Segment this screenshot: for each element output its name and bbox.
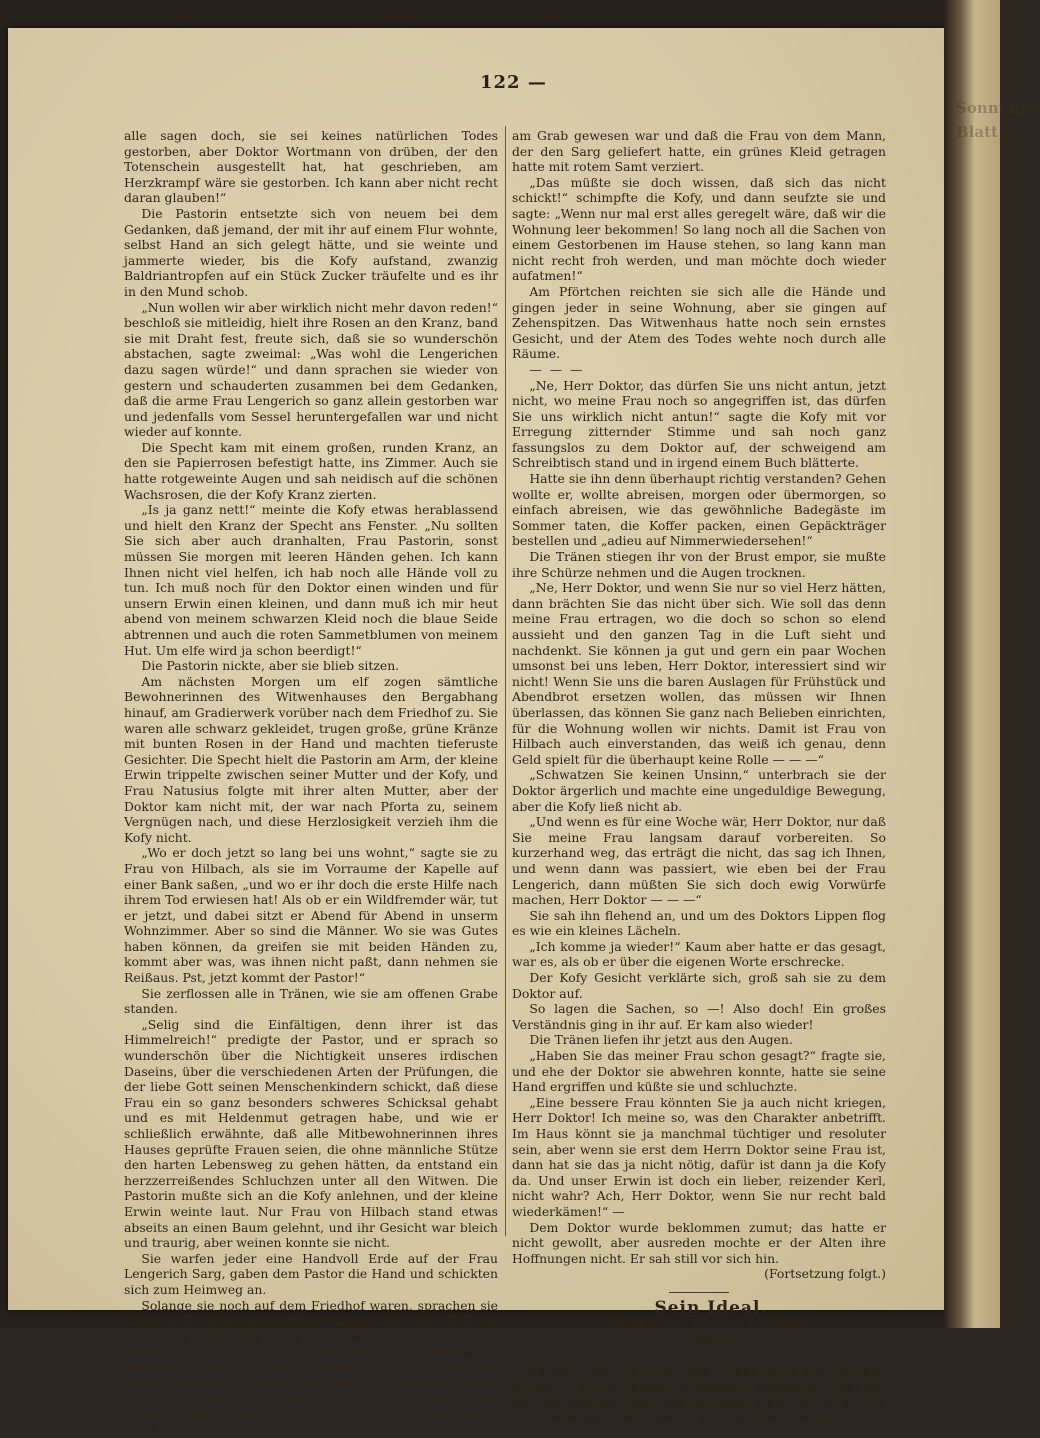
bleed-through-text: Sonntags-Blatt — [956, 99, 1040, 141]
paragraph: Hatte sie ihn denn überhaupt richtig verstanden? Gehen wollte er, wollte abreisen, morgen oder übermorgen, so einfach abreisen, wie das gewöhnliche Badegäste im Sommer taten, die Koffer packen, einen Gepäckträger bestellen und „adieu auf Nimmerwiedersehen!“ — [512, 471, 886, 549]
paragraph: „Das müßte sie doch wissen, daß sich das nicht schickt!“ schimpfte die Kofy, und dann seufzte sie und sagte: „Wenn nur mal erst alles geregelt wäre, daß wir die Wohnung leer bekommen! So lang noch all die Sachen von einem Gestorbenen im Hause stehen, so lang kann man nicht recht froh werden, und man möchte doch wieder aufatmen!“ — [512, 174, 886, 284]
paragraph: am Grab gewesen war und daß die Frau von dem Mann, der den Sarg geliefert hatte, ein grünes Kleid getragen hatte mit rotem Samt verziert. — [512, 128, 886, 175]
scene-separator: — — — — [529, 361, 585, 377]
right-column-paragraphs — [512, 128, 886, 1266]
continued-label: (Fortsetzung folgt.) — [764, 1266, 886, 1282]
paragraph: Sie zerflossen alle in Tränen, wie sie am offenen Grabe standen. — [124, 985, 498, 1017]
story-paragraphs — [512, 1363, 886, 1425]
paragraph: Die Pastorin nickte, aber sie blieb sitzen. — [141, 658, 400, 674]
paragraph: „Ne, Herr Doktor, das dürfen Sie uns nicht antun, jetzt nicht, wo meine Frau noch so angegriffen ist, das dürfen Sie uns wirklich nicht antun!“ sagte die Kofy mit vor Erregung zitternder Stimme und sah noch ganz fassungslos zu dem Doktor auf, der schweigend am Schreibtisch stand und in irgend einem Buch blätterte. — [512, 377, 886, 471]
paragraph: Sie sah ihn flehend an, und um des Doktors Lippen flog es wie ein kleines Lächeln. — [512, 907, 886, 939]
book-spine-edge — [944, 0, 1040, 1328]
paragraph: „Selig sind die Einfältigen, denn ihrer ist das Himmelreich!“ predigte der Pastor, und er sprach so wunderschön über die Nichtigkeit unseres irdischen Daseins, über die verschiedenen Arten der Prüfungen, die der liebe Gott seinen Menschenkindern schickt, daß diese Frau ein so ganz besonders schweres Schicksal gehabt und es mit Heldenmut getragen habe, und wie er schließlich erwähnte, daß alle Mitbewohnerinnen ihres Hauses geprüfte Frauen seien, die ohne männliche Stütze den harten Lebensweg zu gehen hätten, da entstand ein herzzerreißendes Schluchzen unter all den Witwen. Die Pastorin mußte sich an die Kofy anlehnen, und der kleine Erwin weinte laut. Nur Frau von Hilbach stand etwas abseits an einen Baum gelehnt, und ihr Gesicht war bleich und traurig, aber weinen konnte sie nicht. — [124, 1016, 498, 1251]
story-paragraph: Es war Sitte im Hotel, daß Punkt zwölf Uhr gespeist wurde. — An der langen, schneeweiß gedeckten Tafel saß nur ein einziger Gast, ein steinalter Herr, der sich Fritz Schmieder als Oberförster a. D. Grazchen vorstellte. — [512, 1363, 886, 1426]
story-part-label: (Schluß.) — [679, 1332, 736, 1347]
paragraph: alle sagen doch, sie sei keines natürlichen Todes gestorben, aber Doktor Wortmann von drüben, der den Totenschein ausgestellt hat, hat geschrieben, am Herzkrampf wäre sie gestorben. Ich kann aber nicht recht daran glauben!“ — [124, 128, 498, 206]
paragraph: Die Pastorin entsetzte sich von neuem bei dem Gedanken, daß jemand, der mit ihr auf einem Flur wohnte, selbst Hand an sich gelegt hätte, und sie weinte und jammerte wieder, bis die Kofy aufstand, zwanzig Baldriantropfen auf ein Stück Zucker träufelte und es ihr in den Mund schob. — [124, 205, 498, 299]
paragraph: „Wo er doch jetzt so lang bei uns wohnt,“ sagte sie zu Frau von Hilbach, als sie im Vorraume der Kapelle auf einer Bank saßen, „und wo er ihr doch die erste Hilfe nach ihrem Tod erwiesen hat! Als ob er ein Wildfremder wär, tut er jetzt, und dabei sitzt er Abend für Abend in unserm Wohnzimmer. Aber so sind die Männer. Wo sie was Gutes haben können, da greifen sie mit beiden Händen zu, kommt aber was, was ihnen nicht paßt, dann nehmen sie Reißaus. Pst, jetzt kommt der Pastor!“ — [124, 845, 498, 986]
paragraph: Sie warfen jeder eine Handvoll Erde auf der Frau Lengerich Sarg, gaben dem Pastor die Hand und schickten sich zum Heimweg an. — [124, 1250, 498, 1297]
paragraph: „Ne, Herr Doktor, und wenn Sie nur so viel Herz hätten, dann brächten Sie das nicht über sich. Wie soll das denn meine Frau ertragen, wo die doch so schon so elend aussieht und den ganzen Tag in die Luft sieht und nachdenkt. Sie können ja gut und gern ein paar Wochen umsonst bei uns leben, Herr Doktor, interessiert sind wir nicht! Wenn Sie uns die baren Auslagen für Frühstück und Abendbrot ersetzen wollen, das müssen wir Ihnen überlassen, das können Sie ganz nach Belieben einrichten, für die Wohnung wollen wir nichts. Damit ist Frau von Hilbach auch einverstanden, das weiß ich genau, denn Geld spielt für die überhaupt keine Rolle — — —“ — [512, 580, 886, 767]
section-rule — [669, 1292, 729, 1293]
paragraph: „Nun wollen wir aber wirklich nicht mehr davon reden!“ beschloß sie mitleidig, hielt ihre Rosen an den Kranz, band sie mit Draht fest, freute sich, daß sie so wunderschön abstachen, sagte zweimal: „Was wohl die Lengerichen dazu sagen würde!“ und dann sprachen sie wieder von gestern und schauderten zusammen bei dem Gedanken, daß die arme Frau Lengerich so ganz allein gestorben war und jedenfalls vom Sessel heruntergefallen war und nicht wieder auf konnte. — [124, 299, 498, 440]
paragraph: Der Kofy Gesicht verklärte sich, groß sah sie zu dem Doktor auf. — [512, 970, 886, 1001]
paragraph: „Und wenn es für eine Woche wär, Herr Doktor, nur daß Sie meine Frau langsam darauf vorbereiten. So kurzerhand weg, das erträgt die nicht, das sag ich Ihnen, und wenn dann was passiert, wie eben bei der Frau Lengerich, dann müßten Sie sich doch ewig Vorwürfe machen, Herr Doktor — — —“ — [512, 814, 886, 908]
paragraph: Am Pförtchen reichten sie sich alle die Hände und gingen jeder in seine Wohnung, aber sie gingen auf Zehenspitzen. Das Witwenhaus hatte noch sein ernstes Gesicht, und der Atem des Todes wehte noch durch alle Räume. — [512, 283, 886, 362]
story-title: Sein Ideal. — [654, 1297, 768, 1318]
column-divider — [505, 126, 506, 1236]
paragraph: Am nächsten Morgen um elf zogen sämtliche Bewohnerinnen des Witwenhauses den Bergabhang hinauf, am Gradierwerk vorüber nach dem Friedhof zu. Sie waren alle schwarz gekleidet, trugen große, grüne Kränze mit bunten Rosen in der Hand und machten tieferuste Gesichter. Die Specht hielt die Pastorin am Arm, der kleine Erwin trippelte zwischen seiner Mutter und der Kofy, und Frau Natusius folgte mit ihrer alten Mutter, aber der Doktor kam nicht mit, der war nach Pforta zu, seinem Vergnügen nach, und diese Herzlosigkeit verzieh ihm die Kofy nicht. — [124, 673, 498, 845]
paragraph: „Ich komme ja wieder!“ Kaum aber hatte er das gesagt, war es, als ob er über die eigenen Worte erschrecke. — [512, 938, 886, 970]
paragraph: Die Tränen stiegen ihr von der Brust empor, sie mußte ihre Schürze nehmen und die Augen trocknen. — [512, 549, 886, 580]
left-text-column — [124, 128, 498, 1438]
story-byline: Von Max Karl Böttcher-Chemnitz. — [604, 1316, 810, 1331]
right-text-column — [512, 128, 886, 1426]
section-number: 3 — [703, 1347, 712, 1363]
paragraph: „Eine bessere Frau könnten Sie ja auch nicht kriegen, Herr Doktor! Ich meine so, was den Charakter anbetrifft. Im Haus könnt sie ja manchmal tüchtiger und resoluter sein, aber wenn sie erst dem Herrn Doktor seine Frau ist, dann hat sie das ja nicht nötig, dafür ist dann ja die Kofy da. Und unser Erwin ist doch ein lieber, reizender Kerl, nicht wahr? Ach, Herr Doktor, wenn Sie nur recht bald wiederkämen!“ — — [512, 1094, 886, 1219]
paragraph: Dem Doktor wurde beklommen zumut; das hatte er nicht gewollt, aber ausreden mochte er der Alten ihre Hoffnungen nicht. Er sah still vor sich hin. — [512, 1219, 886, 1266]
paragraph: „Schwatzen Sie keinen Unsinn,“ unterbrach sie der Doktor ärgerlich und machte eine ungeduldige Bewegung, aber die Kofy ließ nicht ab. — [512, 767, 886, 814]
paragraph: „Haben Sie das meiner Frau schon gesagt?“ fragte sie, und ehe der Doktor sie abwehren konnte, hatte sie seine Hand ergriffen und küßte sie und schluchzte. — [512, 1048, 886, 1095]
paragraph: Die Tränen liefen ihr jetzt aus den Augen. — [529, 1032, 793, 1048]
paragraph: Solange sie noch auf dem Friedhof waren, sprachen sie nicht, weil sie noch ergriffen waren, dann aber ließ die Kofy ihre Empörung über die Hänslein aus, die nach Naumburg gefahren war und nicht zur Beerdigung zurückkam, und die Specht stimmte ihr bei, und auch die Natusius und die Pastorin waren empört, und dann fanden sie es auch komisch, daß die Berta, die ihr die Aufwartung gemacht und so manches Geschenk von ihr erhalten hatte, nicht — [124, 1297, 498, 1438]
paragraph: Die Specht kam mit einem großen, runden Kranz, an den sie Papierrosen befestigt hatte, ins Zimmer. Auch sie hatte rotgeweinte Augen und sah neidisch auf die schönen Wachsrosen, die der Kofy Kranz zierten. — [124, 439, 498, 502]
page-number: 122 — — [480, 72, 547, 93]
paragraph: „Is ja ganz nett!“ meinte die Kofy etwas herablassend und hielt den Kranz der Specht ans Fenster. „Nu sollten Sie sich aber auch dranhalten, Frau Pastorin, sonst müssen Sie morgen mit leeren Händen gehen. Ich kann Ihnen nicht viel helfen, ich hab noch alle Hände voll zu tun. Ich muß noch für den Doktor einen winden und für unsern Erwin einen kleinen, und dann muß ich mir heut abend von meinem schwarzen Kleid noch die blaue Seide abtrennen und auch die roten Sammetblumen von meinem Hut. Um elfe wird ja schon beerdigt!“ — [124, 502, 498, 658]
paragraph: So lagen die Sachen, so —! Also doch! Ein großes Verständnis ging in ihr auf. Er kam also wieder! — [512, 1001, 886, 1032]
